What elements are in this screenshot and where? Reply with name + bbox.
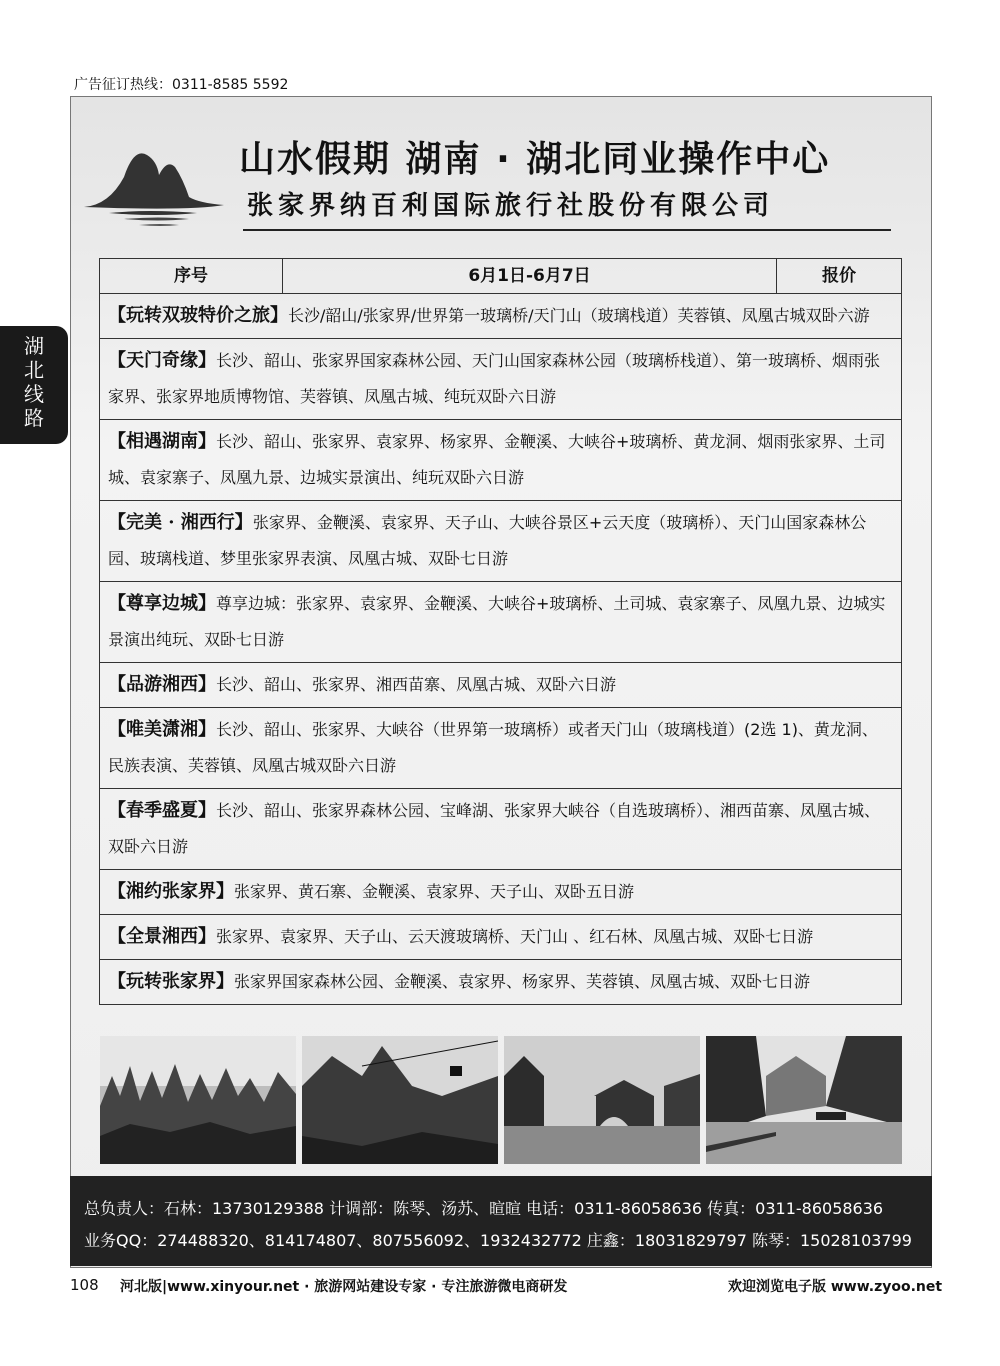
route-cell [100, 501, 902, 582]
table-row [100, 960, 902, 1005]
route-name: 【玩转张家界】 [108, 971, 234, 992]
table-row [100, 420, 902, 501]
route-cell [100, 420, 902, 501]
route-cell [100, 339, 902, 420]
side-tab-char: 路 [24, 406, 44, 430]
side-tab-char: 湖 [24, 334, 44, 358]
company-name: 张家界纳百利国际旅行社股份有限公司 [247, 191, 775, 221]
route-name: 【尊享边城】 [108, 593, 216, 614]
route-desc: 长沙、韶山、张家界森林公园、宝峰湖、张家界大峡谷（自选玻璃桥）、湘西苗寨、凤凰古城、双卧六日游 [108, 801, 881, 856]
section-tab-hubei-routes [0, 326, 68, 444]
table-row [100, 708, 902, 789]
contact-line-2: 业务QQ：274488320、814174807、807556092、1932432772 庄鑫：18031829797 陈琴：15028103799 [84, 1231, 912, 1250]
route-name: 【天门奇缘】 [108, 350, 216, 371]
route-name: 【完美 · 湘西行】 [108, 512, 253, 533]
page-title: 山水假期 湖南 · 湖北同业操作中心 [239, 139, 831, 180]
route-cell [100, 789, 902, 870]
route-desc: 尊享边城：张家界、袁家界、金鞭溪、大峡谷+玻璃桥、土司城、袁家寨子、凤凰九景、边城实景演出纯玩、双卧七日游 [108, 594, 886, 649]
route-desc: 张家界国家森林公园、金鞭溪、袁家界、杨家界、芙蓉镇、凤凰古城、双卧七日游 [234, 972, 811, 991]
ad-hotline: 广告征订热线：0311-8585 5592 [74, 77, 289, 93]
ebook-note: 欢迎浏览电子版 www.zyoo.net [728, 1279, 943, 1295]
route-name: 【春季盛夏】 [108, 800, 216, 821]
route-cell [100, 708, 902, 789]
table-row [100, 339, 902, 420]
col-header-seq: 序号 [100, 259, 283, 294]
route-name: 【相遇湖南】 [108, 431, 216, 452]
table-row [100, 915, 902, 960]
photo-karst-peaks [100, 1036, 296, 1164]
title-divider [243, 229, 891, 231]
route-cell [100, 663, 902, 708]
table-row [100, 501, 902, 582]
route-desc: 张家界、金鞭溪、袁家界、天子山、大峡谷景区+云天度（玻璃桥）、天门山国家森林公园、玻璃栈道、梦里张家界表演、凤凰古城、双卧七日游 [108, 513, 867, 568]
table-header-row [100, 259, 902, 294]
mountain-logo-icon [79, 137, 229, 232]
table-row [100, 294, 902, 339]
contact-footer [70, 1176, 932, 1266]
table-row [100, 663, 902, 708]
publisher-note: 河北版|www.xinyour.net · 旅游网站建设专家 · 专注旅游微电商研发 [120, 1279, 568, 1295]
route-name: 【全景湘西】 [108, 926, 216, 947]
route-cell [100, 870, 902, 915]
photo-cable-car-mountain [302, 1036, 498, 1164]
route-name: 【唯美潇湘】 [108, 719, 216, 740]
col-header-date: 6月1日-6月7日 [283, 259, 777, 294]
route-desc: 长沙、韶山、张家界、袁家界、杨家界、金鞭溪、大峡谷+玻璃桥、黄龙洞、烟雨张家界、土司城、袁家寨子、凤凰九景、边城实景演出、纯玩双卧六日游 [108, 432, 886, 487]
photo-strip [100, 1036, 900, 1166]
route-desc: 长沙、韶山、张家界、大峡谷（世界第一玻璃桥）或者天门山（玻璃栈道）(2选 1)、黄龙洞、民族表演、芙蓉镇、凤凰古城双卧六日游 [108, 720, 878, 775]
table-row [100, 870, 902, 915]
col-header-price: 报价 [777, 259, 902, 294]
table-row [100, 789, 902, 870]
route-desc: 张家界、袁家界、天子山、云天渡玻璃桥、天门山 、红石林、凤凰古城、双卧七日游 [216, 927, 814, 946]
route-cell [100, 960, 902, 1005]
table-row [100, 582, 902, 663]
route-desc: 张家界、黄石寨、金鞭溪、袁家界、天子山、双卧五日游 [234, 882, 635, 901]
route-desc: 长沙、韶山、张家界、湘西苗寨、凤凰古城、双卧六日游 [216, 675, 617, 694]
route-desc: 长沙/韶山/张家界/世界第一玻璃桥/天门山（玻璃栈道）芙蓉镇、凤凰古城双卧六游 [288, 306, 870, 325]
page-number: 108 [70, 1276, 99, 1294]
route-cell [100, 582, 902, 663]
route-cell [100, 915, 902, 960]
route-desc: 长沙、韶山、张家界国家森林公园、天门山国家森林公园（玻璃桥栈道）、第一玻璃桥、烟雨张家界、张家界地质博物馆、芙蓉镇、凤凰古城、纯玩双卧六日游 [108, 351, 881, 406]
photo-fenghuang-town [504, 1036, 700, 1164]
route-name: 【品游湘西】 [108, 674, 216, 695]
contact-line-1: 总负责人：石林：13730129388 计调部：陈琴、汤苏、暄暄 电话：0311-86058636 传真：0311-86058636 [84, 1199, 884, 1218]
photo-river-cliffs [706, 1036, 902, 1164]
side-tab-char: 北 [24, 358, 44, 382]
route-table [99, 258, 902, 1005]
route-cell [100, 294, 902, 339]
route-name: 【湘约张家界】 [108, 881, 234, 902]
route-name: 【玩转双玻特价之旅】 [108, 305, 288, 326]
side-tab-char: 线 [24, 382, 44, 406]
